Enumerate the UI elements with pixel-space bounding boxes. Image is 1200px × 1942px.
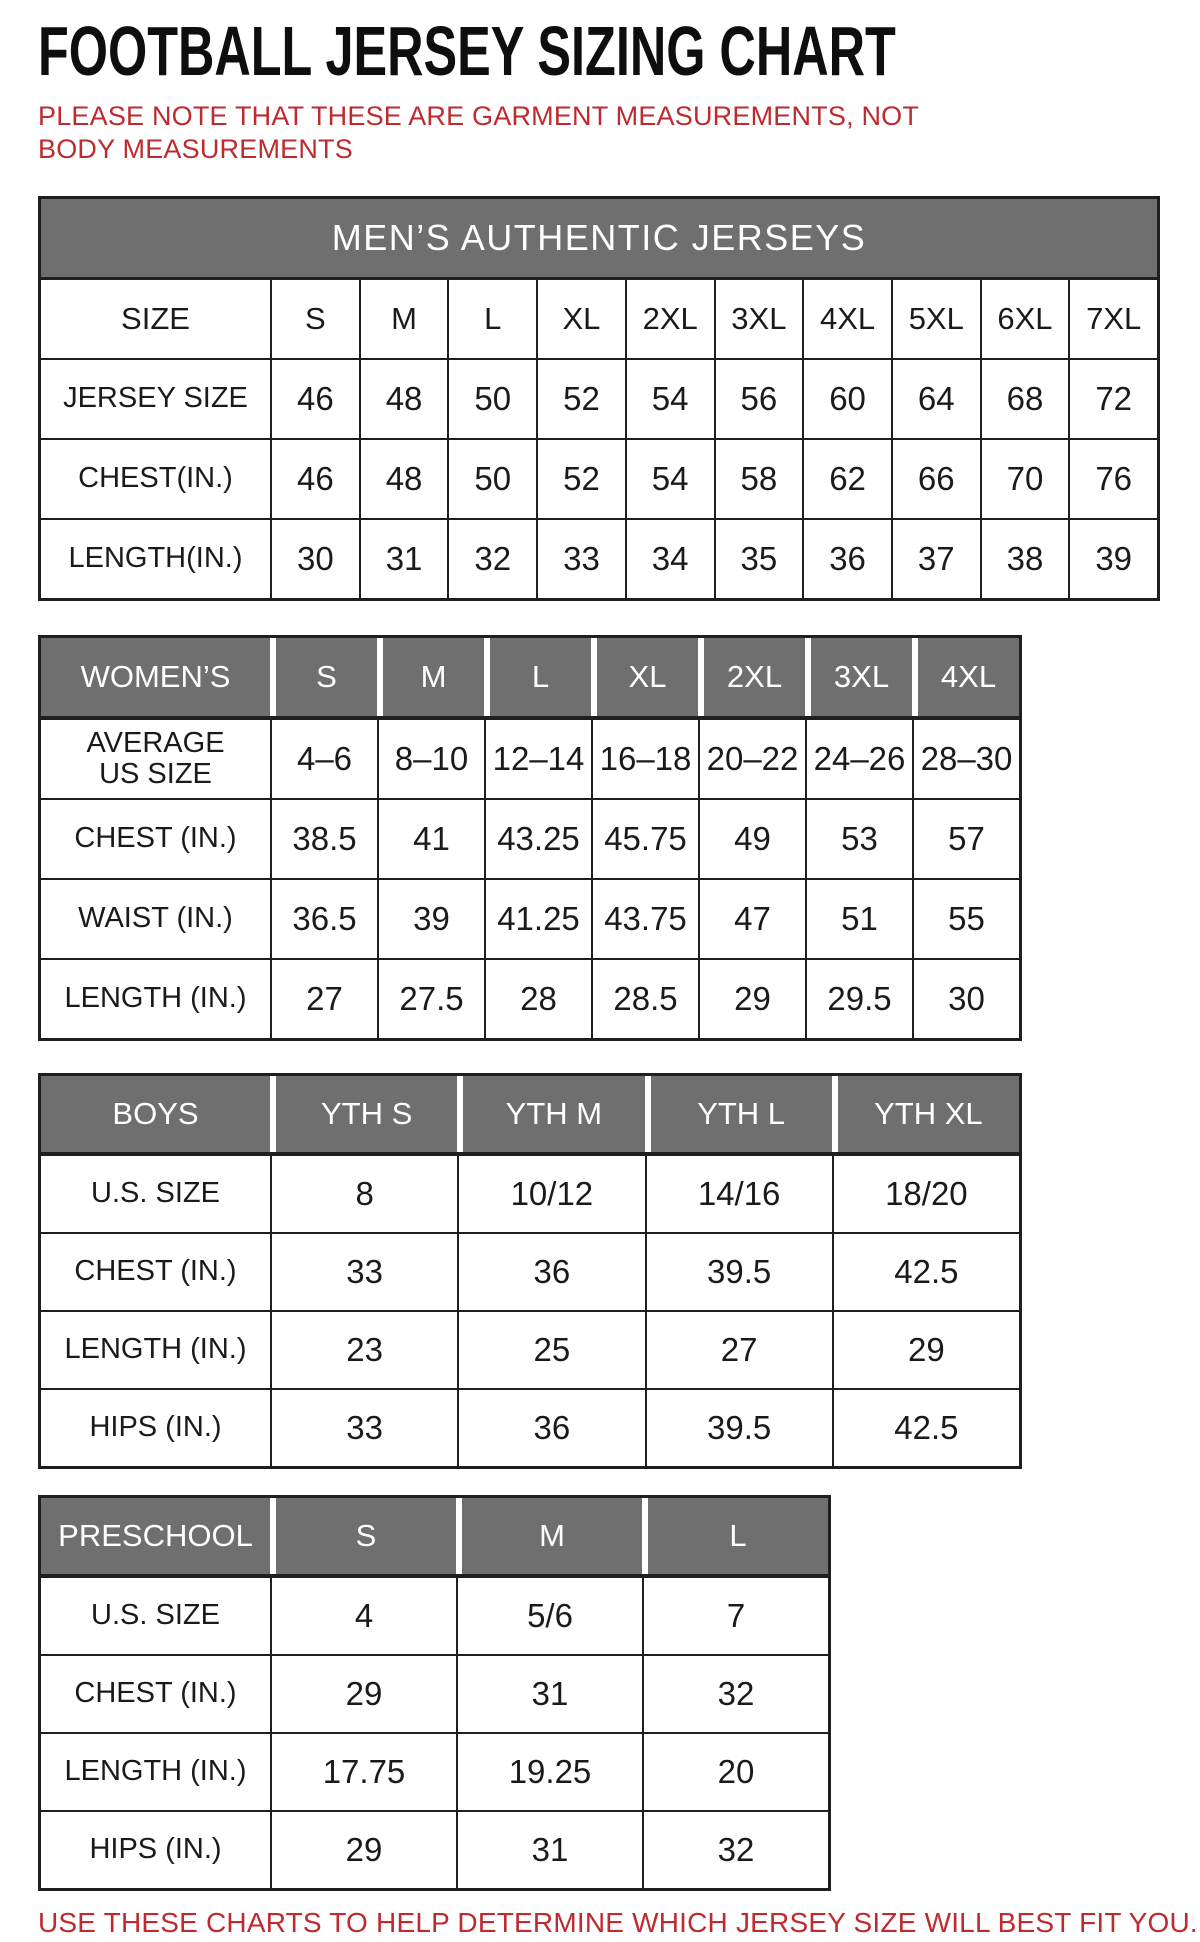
table-row bbox=[41, 1154, 1019, 1232]
data-cell: 41 bbox=[377, 800, 484, 878]
row-label: WAIST (IN.) bbox=[78, 902, 233, 935]
table-row bbox=[41, 358, 1157, 438]
data-cell: 50 bbox=[447, 440, 536, 518]
data-cell: 72 bbox=[1068, 360, 1157, 438]
row-label: LENGTH (IN.) bbox=[64, 982, 247, 1015]
row-label: CHEST (IN.) bbox=[74, 822, 237, 855]
table-row bbox=[41, 1576, 828, 1654]
data-cell: 29 bbox=[270, 1656, 456, 1732]
header-cell: WOMEN’S bbox=[41, 638, 270, 716]
header-cell: XL bbox=[591, 638, 698, 716]
data-cell: 37 bbox=[891, 520, 980, 598]
footer-note: USE THESE CHARTS TO HELP DETERMINE WHICH JERSEY SIZE WILL BEST FIT YOU. bbox=[38, 1906, 1198, 1938]
data-cell: 54 bbox=[625, 360, 714, 438]
header-cell: 3XL bbox=[805, 638, 912, 716]
row-label: HIPS (IN.) bbox=[89, 1411, 222, 1444]
data-cell: 53 bbox=[805, 800, 912, 878]
header-cell: L bbox=[642, 1498, 828, 1574]
table-row bbox=[41, 1732, 828, 1810]
data-cell: 47 bbox=[698, 880, 805, 958]
row-label: CHEST (IN.) bbox=[74, 1677, 237, 1710]
data-cell: 10/12 bbox=[457, 1156, 644, 1232]
data-cell: 23 bbox=[270, 1312, 457, 1388]
row-label: HIPS (IN.) bbox=[89, 1833, 222, 1866]
header-cell: 4XL bbox=[802, 280, 891, 358]
header-cell: 2XL bbox=[698, 638, 805, 716]
table-row bbox=[41, 878, 1019, 958]
data-cell: 25 bbox=[457, 1312, 644, 1388]
data-cell: 29 bbox=[698, 960, 805, 1038]
table-row bbox=[41, 958, 1019, 1038]
data-cell: 55 bbox=[912, 880, 1019, 958]
data-cell: 34 bbox=[625, 520, 714, 598]
data-cell: 33 bbox=[536, 520, 625, 598]
data-cell: 38 bbox=[980, 520, 1069, 598]
header-cell: 4XL bbox=[912, 638, 1019, 716]
data-cell: 66 bbox=[891, 440, 980, 518]
table-row bbox=[41, 1810, 828, 1888]
row-label: U.S. SIZE bbox=[91, 1177, 220, 1210]
data-cell: 52 bbox=[536, 440, 625, 518]
data-cell: 36.5 bbox=[270, 880, 377, 958]
data-cell: 43.25 bbox=[484, 800, 591, 878]
table-row bbox=[41, 1654, 828, 1732]
data-cell: 20–22 bbox=[698, 720, 805, 798]
header-cell: M bbox=[456, 1498, 642, 1574]
data-cell: 19.25 bbox=[456, 1734, 642, 1810]
data-cell: 36 bbox=[457, 1234, 644, 1310]
data-cell: 49 bbox=[698, 800, 805, 878]
data-cell: 30 bbox=[270, 520, 359, 598]
data-cell: 20 bbox=[642, 1734, 828, 1810]
header-cell: YTH S bbox=[270, 1076, 457, 1152]
header-cell: M bbox=[377, 638, 484, 716]
data-cell: 35 bbox=[714, 520, 803, 598]
data-cell: 36 bbox=[457, 1390, 644, 1466]
mens-banner: MEN’S AUTHENTIC JERSEYS bbox=[41, 199, 1157, 280]
data-cell: 51 bbox=[805, 880, 912, 958]
data-cell: 29 bbox=[832, 1312, 1019, 1388]
data-cell: 5/6 bbox=[456, 1578, 642, 1654]
data-cell: 29.5 bbox=[805, 960, 912, 1038]
data-cell: 38.5 bbox=[270, 800, 377, 878]
data-cell: 52 bbox=[536, 360, 625, 438]
header-cell: XL bbox=[536, 280, 625, 358]
header-cell: YTH XL bbox=[832, 1076, 1019, 1152]
data-cell: 12–14 bbox=[484, 720, 591, 798]
data-cell: 39.5 bbox=[645, 1390, 832, 1466]
table-row bbox=[41, 1232, 1019, 1310]
data-cell: 28 bbox=[484, 960, 591, 1038]
data-cell: 39 bbox=[377, 880, 484, 958]
table-row bbox=[41, 1388, 1019, 1466]
row-label: U.S. SIZE bbox=[91, 1599, 220, 1632]
data-cell: 57 bbox=[912, 800, 1019, 878]
header-cell: L bbox=[447, 280, 536, 358]
preschool-table bbox=[38, 1495, 831, 1891]
data-cell: 31 bbox=[359, 520, 448, 598]
data-cell: 39 bbox=[1068, 520, 1157, 598]
header-cell: 3XL bbox=[714, 280, 803, 358]
data-cell: 7 bbox=[642, 1578, 828, 1654]
data-cell: 28–30 bbox=[912, 720, 1019, 798]
row-label: AVERAGE US SIZE bbox=[86, 726, 225, 790]
data-cell: 58 bbox=[714, 440, 803, 518]
womens-header-row bbox=[41, 638, 1019, 718]
data-cell: 48 bbox=[359, 360, 448, 438]
header-cell: 5XL bbox=[891, 280, 980, 358]
row-label: LENGTH (IN.) bbox=[64, 1755, 247, 1788]
data-cell: 46 bbox=[270, 360, 359, 438]
data-cell: 14/16 bbox=[645, 1156, 832, 1232]
data-cell: 16–18 bbox=[591, 720, 698, 798]
boys-table bbox=[38, 1073, 1022, 1469]
table-row bbox=[41, 518, 1157, 598]
data-cell: 68 bbox=[980, 360, 1069, 438]
page-title: FOOTBALL JERSEY SIZING CHART bbox=[38, 12, 896, 90]
data-cell: 27.5 bbox=[377, 960, 484, 1038]
data-cell: 29 bbox=[270, 1812, 456, 1888]
data-cell: 31 bbox=[456, 1656, 642, 1732]
row-label: LENGTH (IN.) bbox=[64, 1333, 247, 1366]
tables-container bbox=[38, 196, 1162, 1891]
data-cell: 31 bbox=[456, 1812, 642, 1888]
data-cell: 54 bbox=[625, 440, 714, 518]
data-cell: 30 bbox=[912, 960, 1019, 1038]
womens-table bbox=[38, 635, 1022, 1041]
data-cell: 4 bbox=[270, 1578, 456, 1654]
data-cell: 46 bbox=[270, 440, 359, 518]
header-cell: M bbox=[359, 280, 448, 358]
data-cell: 39.5 bbox=[645, 1234, 832, 1310]
header-cell: S bbox=[270, 280, 359, 358]
data-cell: 62 bbox=[802, 440, 891, 518]
data-cell: 64 bbox=[891, 360, 980, 438]
header-cell: L bbox=[484, 638, 591, 716]
mens-table bbox=[38, 196, 1160, 601]
table-row bbox=[41, 798, 1019, 878]
data-cell: 8–10 bbox=[377, 720, 484, 798]
boys-header-row bbox=[41, 1076, 1019, 1154]
data-cell: 32 bbox=[642, 1812, 828, 1888]
data-cell: 24–26 bbox=[805, 720, 912, 798]
data-cell: 32 bbox=[447, 520, 536, 598]
data-cell: 33 bbox=[270, 1390, 457, 1466]
header-cell: BOYS bbox=[41, 1076, 270, 1152]
header-cell: YTH L bbox=[645, 1076, 832, 1152]
data-cell: 42.5 bbox=[832, 1390, 1019, 1466]
header-cell: 2XL bbox=[625, 280, 714, 358]
data-cell: 60 bbox=[802, 360, 891, 438]
header-cell: 7XL bbox=[1068, 280, 1157, 358]
header-cell: 6XL bbox=[980, 280, 1069, 358]
data-cell: 76 bbox=[1068, 440, 1157, 518]
data-cell: 41.25 bbox=[484, 880, 591, 958]
table-row bbox=[41, 438, 1157, 518]
table-row bbox=[41, 718, 1019, 798]
garment-measurements-note: PLEASE NOTE THAT THESE ARE GARMENT MEASUREMENTS, NOT BODY MEASUREMENTS bbox=[38, 101, 919, 164]
preschool-header-row bbox=[41, 1498, 828, 1576]
data-cell: 45.75 bbox=[591, 800, 698, 878]
header-cell: SIZE bbox=[121, 301, 190, 337]
header-cell: S bbox=[270, 638, 377, 716]
data-cell: 56 bbox=[714, 360, 803, 438]
row-label: CHEST(IN.) bbox=[78, 462, 233, 495]
data-cell: 4–6 bbox=[270, 720, 377, 798]
data-cell: 43.75 bbox=[591, 880, 698, 958]
header-cell: S bbox=[270, 1498, 456, 1574]
table-row bbox=[41, 1310, 1019, 1388]
data-cell: 70 bbox=[980, 440, 1069, 518]
data-cell: 42.5 bbox=[832, 1234, 1019, 1310]
data-cell: 27 bbox=[270, 960, 377, 1038]
mens-header-row bbox=[41, 280, 1157, 358]
data-cell: 28.5 bbox=[591, 960, 698, 1038]
data-cell: 48 bbox=[359, 440, 448, 518]
data-cell: 18/20 bbox=[832, 1156, 1019, 1232]
data-cell: 8 bbox=[270, 1156, 457, 1232]
header-cell: YTH M bbox=[457, 1076, 644, 1152]
data-cell: 27 bbox=[645, 1312, 832, 1388]
data-cell: 36 bbox=[802, 520, 891, 598]
data-cell: 50 bbox=[447, 360, 536, 438]
data-cell: 33 bbox=[270, 1234, 457, 1310]
data-cell: 32 bbox=[642, 1656, 828, 1732]
data-cell: 17.75 bbox=[270, 1734, 456, 1810]
row-label: CHEST (IN.) bbox=[74, 1255, 237, 1288]
row-label: LENGTH(IN.) bbox=[68, 542, 243, 575]
row-label: JERSEY SIZE bbox=[63, 382, 248, 415]
header-cell: PRESCHOOL bbox=[41, 1498, 270, 1574]
